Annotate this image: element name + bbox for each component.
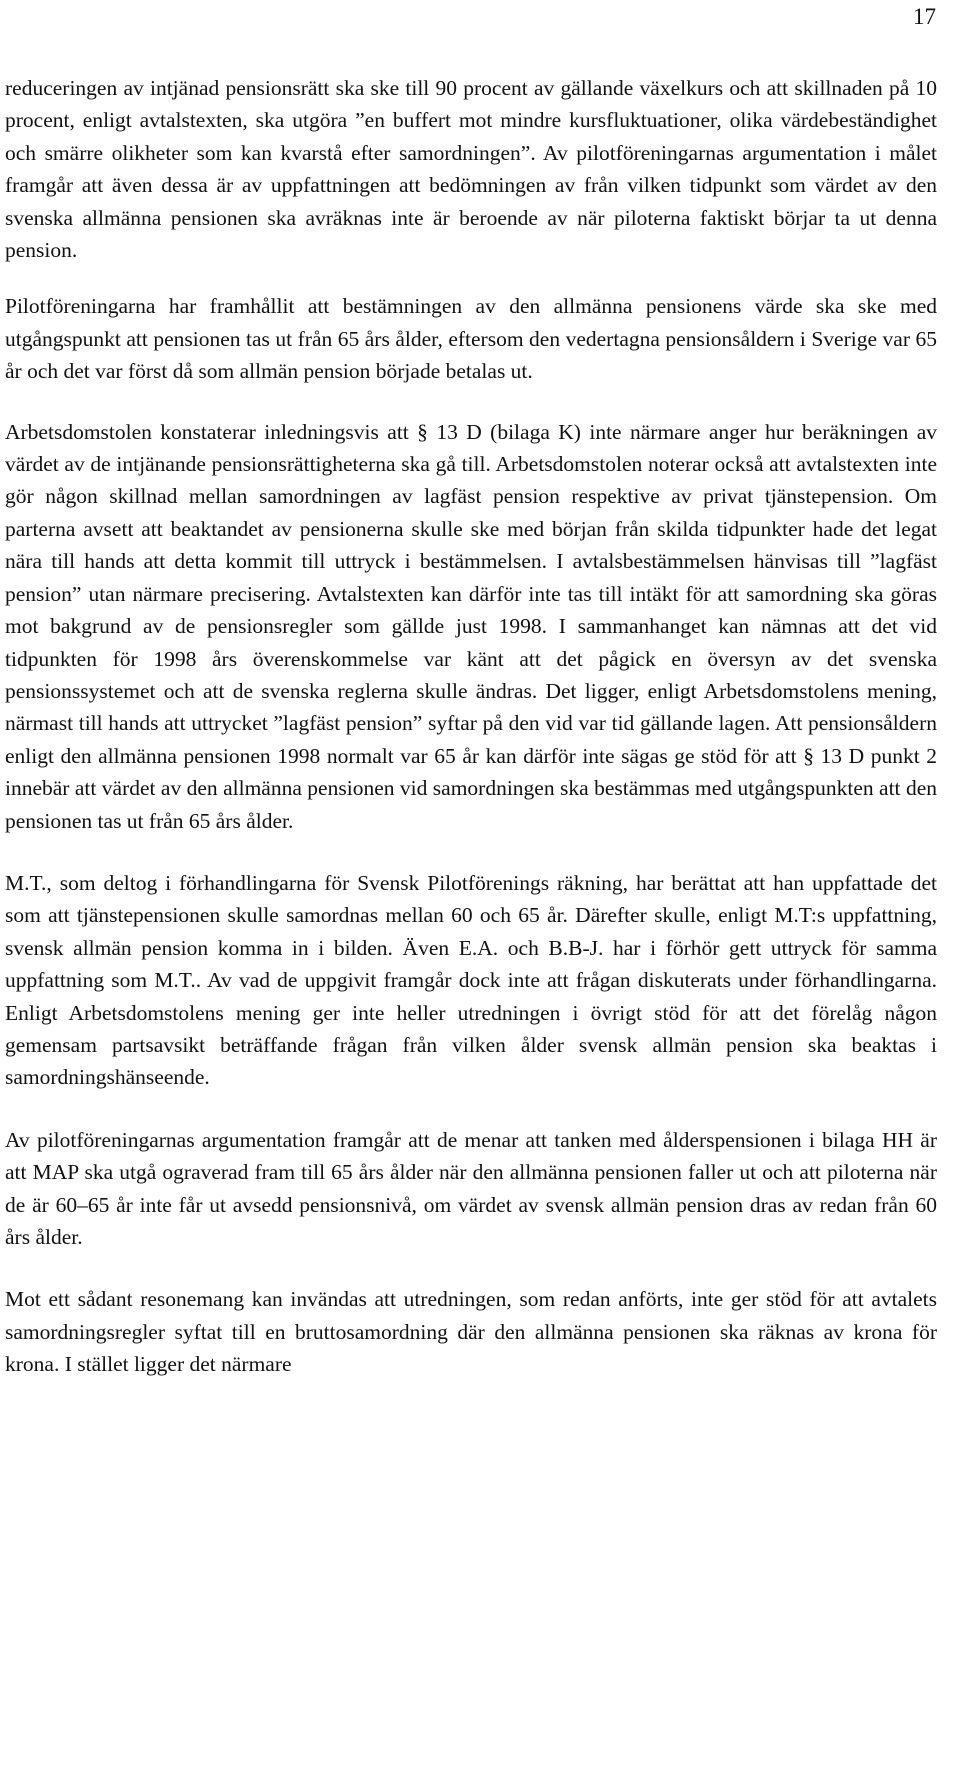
paragraph-4: M.T., som deltog i förhandlingarna för Svensk Pilotförenings räkning, har berättat att han uppfattade det som att tjänstepensionen skulle samordnas mellan 60 och 65 år. Därefter skulle, enligt M.T:s uppfattning, svensk allmän pension komma in i bilden. Även E.A. och B.B-J. har i förhör gett uttryck för samma uppfattning som M.T.. Av vad de uppgivit framgår dock inte att frågan diskuterats under förhandlingarna. Enligt Arbetsdomstolens mening ger inte heller utredningen i övrigt stöd för att det förelåg någon gemensam partsavsikt beträffande frågan från vilken ålder svensk allmän pension ska beaktas i samordningshänseende.	[5, 870, 937, 1090]
document-body	[5, 72, 937, 1407]
page-number: 17	[913, 4, 936, 29]
paragraph-6: Mot ett sådant resonemang kan invändas att utredningen, som redan anförts, inte ger stöd för att avtalets samordningsregler syftat till en bruttosamordning där den allmänna pensionen ska räknas av krona för krona. I stället ligger det närmare	[5, 1287, 937, 1377]
paragraph-1: reduceringen av intjänad pensionsrätt ska ske till 90 procent av gällande växelkurs och att skillnaden på 10 procent, enligt avtalstexten, ska utgöra ”en buffert mot mindre kursfluktuationer, olika värdebeständighet och smärre olikheter som kan kvarstå efter samordningen”. Av pilotföreningarnas argumentation i målet framgår att även dessa är av uppfattningen att bedömningen av från vilken tidpunkt som värdet av den svenska allmänna pensionen ska avräknas inte är beroende av när piloterna faktiskt börjar ta ut denna pension.	[5, 76, 937, 263]
paragraph-3: Arbetsdomstolen konstaterar inledningsvis att § 13 D (bilaga K) inte närmare anger hur beräkningen av värdet av de intjänande pensionsrättigheterna ska gå till. Arbetsdomstolen noterar också att avtalstexten inte gör någon skillnad mellan samordningen av lagfäst pension respektive av privat tjänstepension. Om parterna avsett att beaktandet av pensionerna skulle ske med början från skilda tidpunkter hade det legat nära till hands att detta kommit till uttryck i bestämmelsen. I avtalsbestämmelsen hänvisas till ”lagfäst pension” utan närmare precisering. Avtalstexten kan därför inte tas till intäkt för att samordning ska göras mot bakgrund av de pensionsregler som gällde just 1998. I sammanhanget kan nämnas att det vid tidpunkten för 1998 års överenskommelse var känt att det pågick en översyn av det svenska pensionssystemet och att de svenska reglerna skulle ändras. Det ligger, enligt Arbetsdomstolens mening, närmast till hands att uttrycket ”lagfäst pension” syftar på den vid var tid gällande lagen. Att pensionsåldern enligt den allmänna pensionen 1998 normalt var 65 år kan därför inte sägas ge stöd för att § 13 D punkt 2 innebär att värdet av den allmänna pensionen vid samordningen ska bestämmas med utgångspunkten att den pensionen tas ut från 65 års ålder.	[5, 419, 937, 833]
paragraph-2: Pilotföreningarna har framhållit att bestämningen av den allmänna pensionens värde ska ske med utgångspunkt att pensionen tas ut från 65 års ålder, eftersom den vedertagna pensionsåldern i Sverige var 65 år och det var först då som allmän pension började betalas ut.	[5, 294, 937, 384]
paragraph-5: Av pilotföreningarnas argumentation framgår att de menar att tanken med ålderspensionen i bilaga HH är att MAP ska utgå ograverad fram till 65 års ålder när den allmänna pensionen faller ut och att piloterna när de är 60–65 år inte får ut avsedd pensionsnivå, om värdet av svensk allmän pension dras av redan från 60 års ålder.	[5, 1127, 937, 1249]
